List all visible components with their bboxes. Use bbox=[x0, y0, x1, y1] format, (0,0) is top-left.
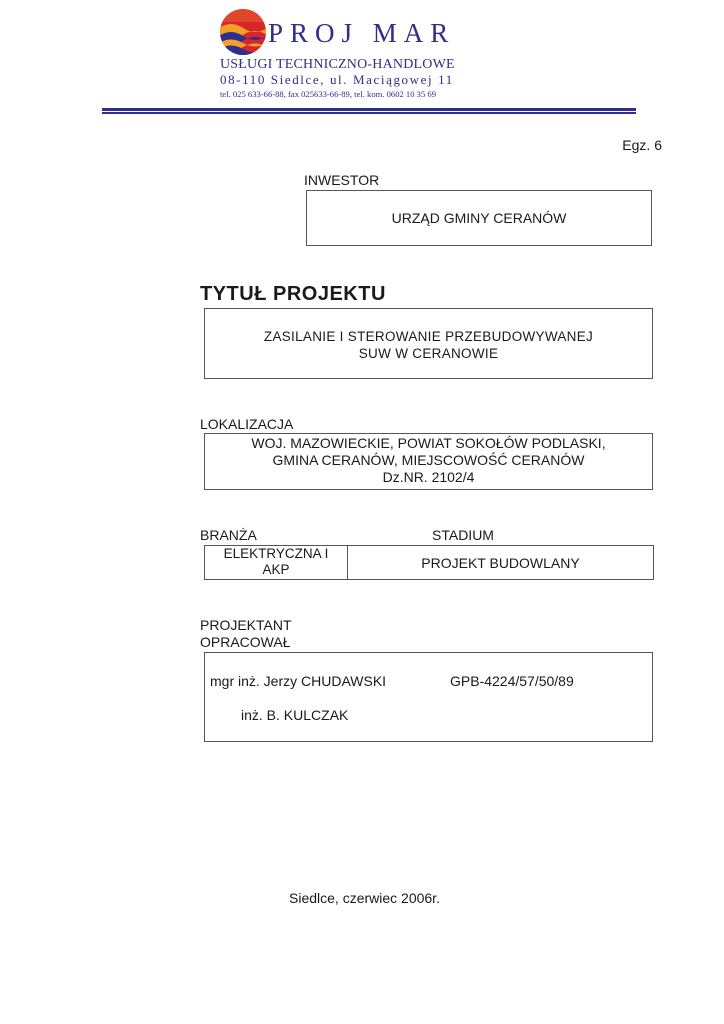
branch-line: ELEKTRYCZNA I bbox=[223, 546, 329, 561]
project-title-box bbox=[204, 308, 653, 379]
branch-label: BRANŻA bbox=[200, 527, 257, 543]
location-line: Dz.NR. 2102/4 bbox=[382, 469, 475, 485]
project-title-line: SUW W CERANOWIE bbox=[358, 346, 499, 361]
stage-label: STADIUM bbox=[432, 527, 494, 543]
designer-license-number: GPB-4224/57/50/89 bbox=[450, 673, 574, 689]
location-line: WOJ. MAZOWIECKIE, POWIAT SOKOŁÓW PODLASKI, bbox=[251, 435, 606, 451]
prepared-by-label: OPRACOWAŁ bbox=[200, 634, 291, 650]
company-services: USŁUGI TECHNICZNO-HANDLOWE bbox=[220, 57, 455, 72]
project-title-line: ZASILANIE I STEROWANIE PRZEBUDOWYWANEJ bbox=[263, 329, 594, 344]
location-box bbox=[204, 433, 653, 490]
company-name: PROJ MAR bbox=[268, 18, 456, 48]
company-address: 08-110 Siedlce, ul. Maciągowej 11 bbox=[220, 72, 454, 87]
location-line: GMINA CERANÓW, MIEJSCOWOŚĆ CERANÓW bbox=[272, 452, 585, 468]
project-title-heading: TYTUŁ PROJEKTU bbox=[200, 283, 386, 305]
copy-number: Egz. 6 bbox=[622, 137, 662, 153]
investor-label: INWESTOR bbox=[304, 172, 380, 188]
designer-name: mgr inż. Jerzy CHUDAWSKI bbox=[210, 673, 387, 689]
place-and-date: Siedlce, czerwiec 2006r. bbox=[289, 890, 440, 906]
branch-box bbox=[204, 545, 348, 580]
location-label: LOKALIZACJA bbox=[200, 416, 294, 432]
investor-box bbox=[306, 190, 652, 246]
designers-box bbox=[204, 652, 653, 742]
stage-box bbox=[347, 545, 654, 580]
prepared-by-name: inż. B. KULCZAK bbox=[241, 707, 349, 723]
header-divider bbox=[102, 108, 636, 114]
stage-value: PROJEKT BUDOWLANY bbox=[421, 554, 580, 571]
designer-label: PROJEKTANT bbox=[200, 617, 292, 633]
company-contacts: tel. 025 633-66-88, fax 025633-66-89, tel. kom. 0602 10 35 69 bbox=[220, 89, 437, 99]
branch-line: AKP bbox=[262, 562, 290, 577]
sun-waves-logo-icon bbox=[219, 8, 267, 56]
investor-value: URZĄD GMINY CERANÓW bbox=[391, 210, 567, 226]
